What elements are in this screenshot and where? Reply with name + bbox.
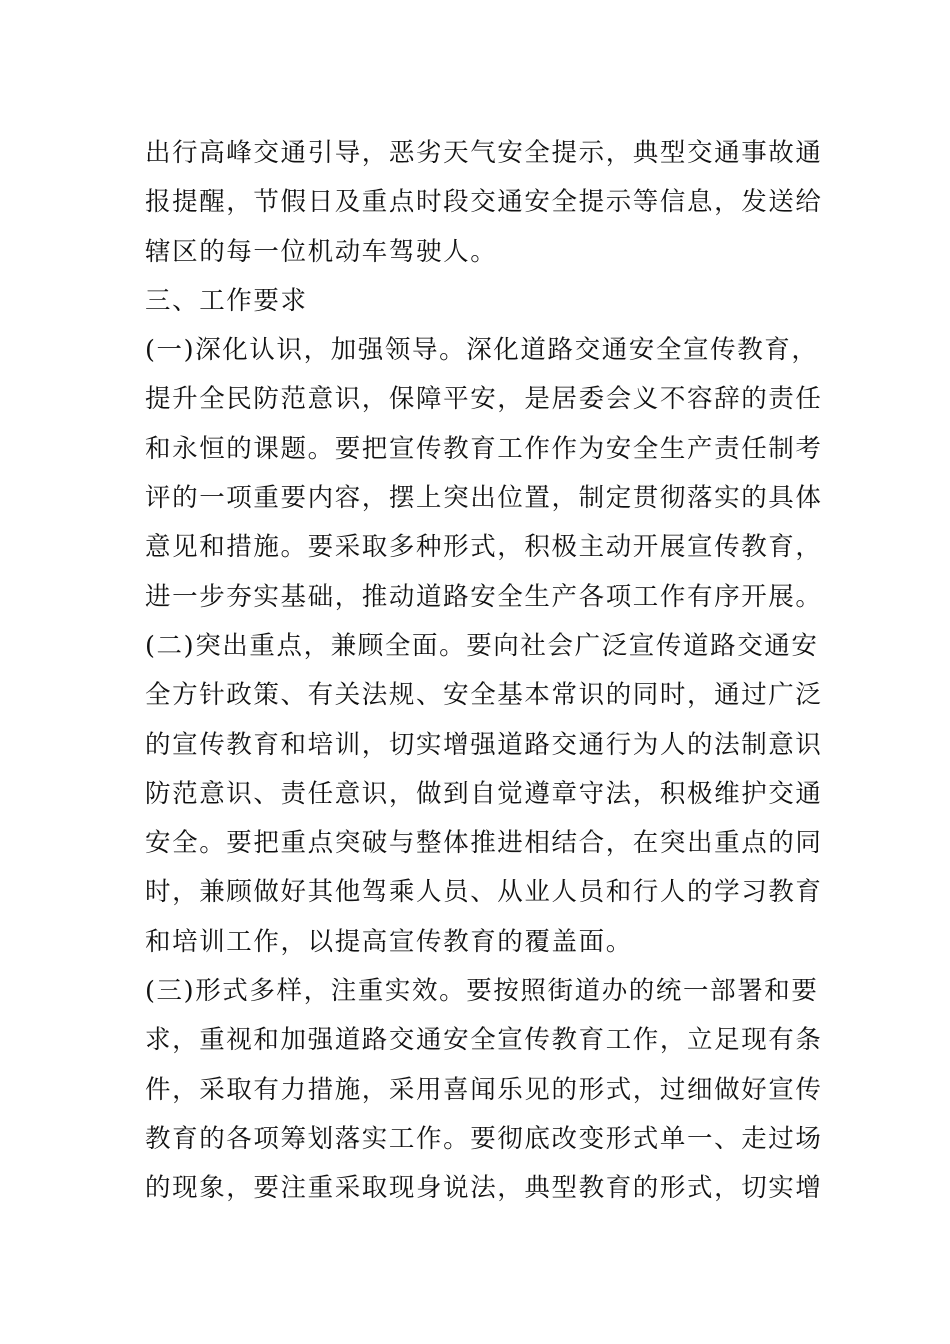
text-line: 的宣传教育和培训，切实增强道路交通行为人的法制意识 [145, 729, 823, 760]
text-line: 件，采取有力措施，采用喜闻乐见的形式，过细做好宣传 [145, 1074, 823, 1105]
text-line: 和永恒的课题。要把宣传教育工作作为安全生产责任制考 [145, 433, 823, 464]
text-line: 进一步夯实基础，推动道路安全生产各项工作有序开展。 [145, 581, 823, 612]
text-line: (三)形式多样，注重实效。要按照街道办的统一部署和要 [145, 976, 819, 1007]
text-line: 教育的各项筹划落实工作。要彻底改变形式单一、走过场 [145, 1123, 823, 1154]
text-line: 辖区的每一位机动车驾驶人。 [145, 236, 498, 267]
text-line: 的现象，要注重采取现身说法，典型教育的形式，切实增 [145, 1173, 823, 1204]
text-line: 全方针政策、有关法规、安全基本常识的同时，通过广泛 [145, 680, 823, 711]
section-heading: 三、工作要求 [145, 285, 308, 316]
text-line: 安全。要把重点突破与整体推进相结合，在突出重点的同 [145, 828, 823, 859]
text-line: 提升全民防范意识，保障平安，是居委会义不容辞的责任 [145, 384, 823, 415]
text-line: (二)突出重点，兼顾全面。要向社会广泛宣传道路交通安 [145, 630, 819, 661]
text-line: 和培训工作，以提高宣传教育的覆盖面。 [145, 926, 633, 957]
text-line: 出行高峰交通引导，恶劣天气安全提示，典型交通事故通 [145, 138, 823, 168]
text-line: 防范意识、责任意识，做到自觉遵章守法，积极维护交通 [145, 778, 823, 809]
text-line: 求，重视和加强道路交通安全宣传教育工作，立足现有条 [145, 1025, 823, 1056]
text-line: 评的一项重要内容，摆上突出位置，制定贯彻落实的具体 [145, 483, 823, 514]
text-line: (一)深化认识，加强领导。深化道路交通安全宣传教育， [145, 335, 819, 366]
text-line: 时，兼顾做好其他驾乘人员、从业人员和行人的学习教育 [145, 877, 823, 908]
document-body [145, 129, 823, 1214]
text-line: 意见和措施。要采取多种形式，积极主动开展宣传教育， [145, 532, 823, 563]
text-line: 报提醒，节假日及重点时段交通安全提示等信息，发送给 [145, 187, 823, 218]
